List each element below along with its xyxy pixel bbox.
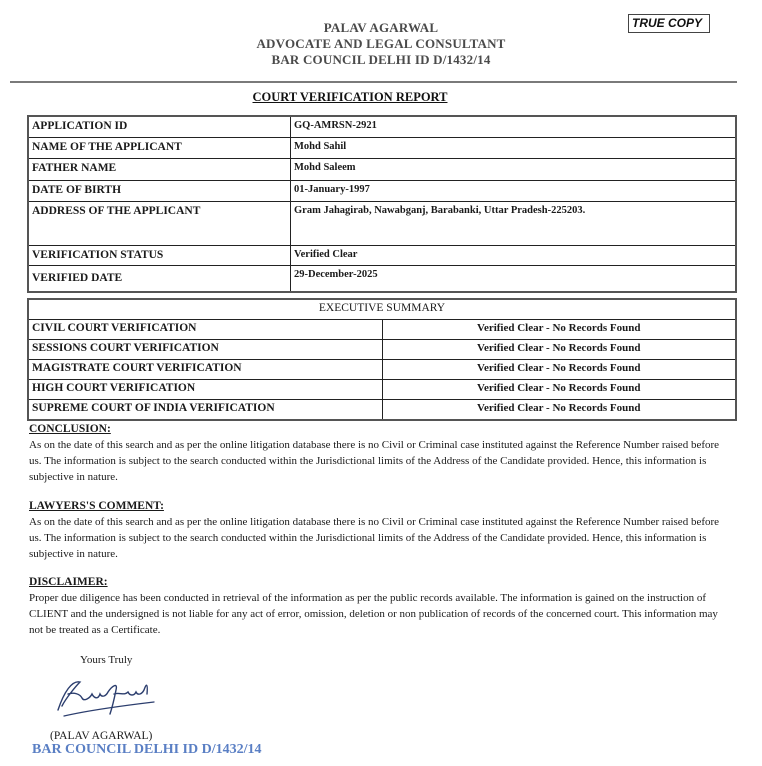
- lawyers-comment-text: As on the date of this search and as per the online litigation database there is no Civil or Criminal case instituted against the Reference Number raised before us. The information is subject to the search conducted within the Jurisdictional limits of the Address of the Candidate provided. Hence, this information is subjective in nature.: [29, 516, 720, 560]
- summary-title: EXECUTIVE SUMMARY: [28, 299, 736, 320]
- row-label: DATE OF BIRTH: [28, 180, 291, 201]
- row-value: GQ-AMRSN-2921: [291, 116, 737, 137]
- row-label: VERIFIED DATE: [28, 265, 291, 292]
- row-value: Verified Clear - No Records Found: [382, 320, 736, 340]
- table-row: [28, 245, 736, 265]
- row-label: SUPREME COURT OF INDIA VERIFICATION: [28, 400, 382, 421]
- advocate-title: ADVOCATE AND LEGAL CONSULTANT: [256, 36, 506, 51]
- row-value: Verified Clear - No Records Found: [382, 380, 736, 400]
- table-row: [28, 158, 736, 180]
- table-row: [28, 400, 736, 421]
- row-value: Verified Clear: [291, 245, 737, 265]
- conclusion-section: [29, 421, 729, 485]
- lawyers-comment-section: [29, 498, 729, 562]
- table-row: [28, 340, 736, 360]
- table-row: [28, 116, 736, 137]
- signatory-bar-id: BAR COUNCIL DELHI ID D/1432/14: [32, 742, 262, 757]
- row-label: VERIFICATION STATUS: [28, 245, 291, 265]
- disclaimer-section: [29, 574, 729, 638]
- disclaimer-text: Proper due diligence has been conducted in retrieval of the information as per the public records available. The information is gained on the instruction of CLIENT and the undersigned is not liable for any act of error, omission, deletion or non publication of records of the concerned court. This information may not be treated as a Certificate.: [29, 592, 718, 636]
- row-label: FATHER NAME: [28, 158, 291, 180]
- row-value: Mohd Saleem: [291, 158, 737, 180]
- closing-text: Yours Truly: [80, 654, 133, 666]
- row-label: APPLICATION ID: [28, 116, 291, 137]
- true-copy-stamp: TRUE COPY: [628, 14, 710, 33]
- table-row: [28, 201, 736, 245]
- bar-council-id: BAR COUNCIL DELHI ID D/1432/14: [271, 52, 491, 67]
- conclusion-heading: CONCLUSION:: [29, 423, 111, 435]
- row-label: MAGISTRATE COURT VERIFICATION: [28, 360, 382, 380]
- signatory-name: (PALAV AGARWAL): [50, 730, 153, 742]
- executive-summary-table: [27, 298, 737, 421]
- table-row: [28, 320, 736, 340]
- report-title: COURT VERIFICATION REPORT: [252, 90, 448, 104]
- table-row: [28, 137, 736, 158]
- row-value: Verified Clear - No Records Found: [382, 360, 736, 380]
- disclaimer-heading: DISCLAIMER:: [29, 576, 108, 588]
- table-row: [28, 380, 736, 400]
- row-label: NAME OF THE APPLICANT: [28, 137, 291, 158]
- signature-image: [50, 672, 160, 722]
- header-divider: [10, 81, 737, 83]
- row-value: 29-December-2025: [291, 265, 737, 292]
- applicant-details-table: [27, 115, 737, 293]
- row-value: Verified Clear - No Records Found: [382, 400, 736, 421]
- row-value: 01-January-1997: [291, 180, 737, 201]
- row-label: CIVIL COURT VERIFICATION: [28, 320, 382, 340]
- lawyers-comment-heading: LAWYERS'S COMMENT:: [29, 500, 164, 512]
- row-label: ADDRESS OF THE APPLICANT: [28, 201, 291, 245]
- conclusion-text: As on the date of this search and as per the online litigation database there is no Civil or Criminal case instituted against the Reference Number raised before us. The information is subject to the search conducted within the Jurisdictional limits of the Address of the Candidate provided. Hence, this information is subjective in nature.: [29, 439, 720, 483]
- row-label: SESSIONS COURT VERIFICATION: [28, 340, 382, 360]
- table-header-row: [28, 299, 736, 320]
- row-value: Verified Clear - No Records Found: [382, 340, 736, 360]
- table-row: [28, 360, 736, 380]
- row-value: Mohd Sahil: [291, 137, 737, 158]
- table-row: [28, 265, 736, 292]
- table-row: [28, 180, 736, 201]
- row-value: Gram Jahagirab, Nawabganj, Barabanki, Uttar Pradesh-225203.: [291, 201, 737, 245]
- advocate-name: PALAV AGARWAL: [323, 20, 439, 35]
- row-label: HIGH COURT VERIFICATION: [28, 380, 382, 400]
